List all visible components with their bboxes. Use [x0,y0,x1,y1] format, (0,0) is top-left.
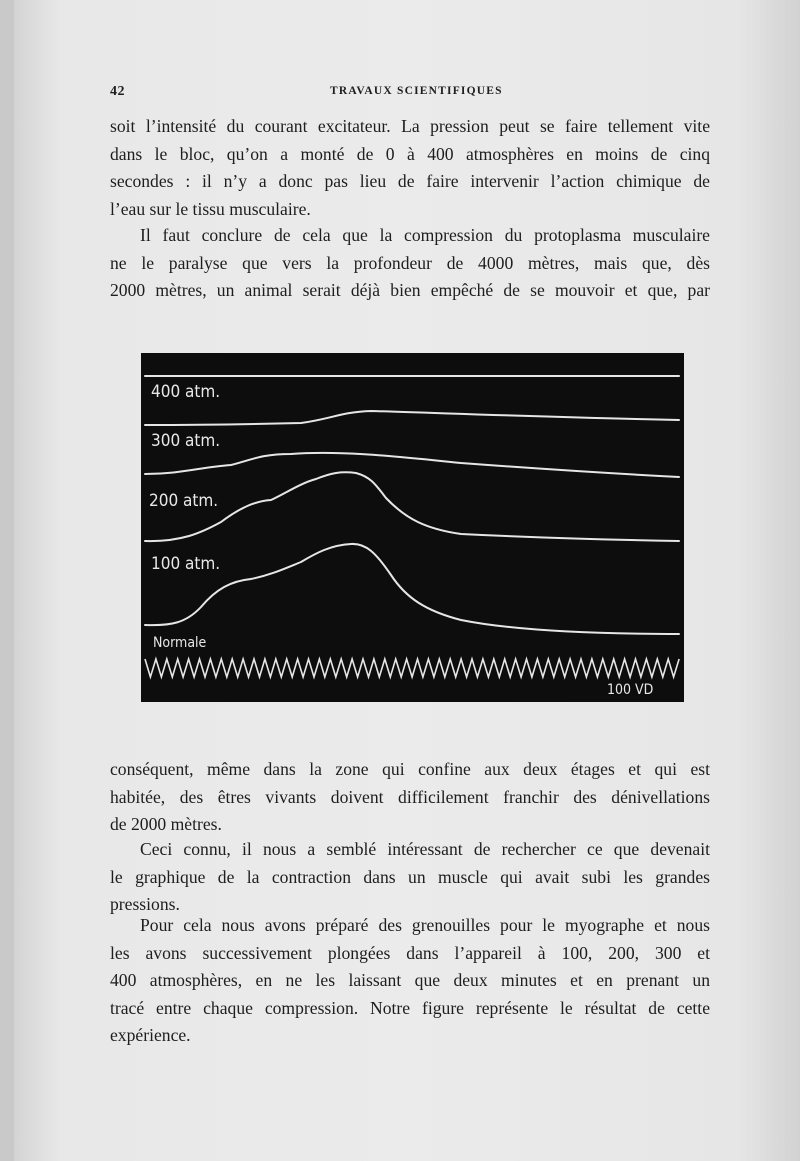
text-line: 400 atmosphères, en ne les laissant que deux minutes et en prenant un [110,970,710,990]
text-line: secondes : il n’y a donc pas lieu de faire intervenir l’action chimique de [110,171,710,191]
label-300-atm: 300 atm. [151,431,221,451]
text-line: tracé entre chaque compression. Notre figure représente le résultat de cette [110,997,710,1018]
label-100-atm: 100 atm. [151,554,221,574]
text-line: dans le bloc, qu’on a monté de 0 à 400 atmosphères en moins de cinq [110,143,710,164]
page-number: 42 [110,84,125,99]
trace-300-atm [145,411,679,425]
text-line: soit l’intensité du courant excitateur. La pression peut se faire tellement vite [110,116,710,136]
text-line: expérience. [110,1025,191,1045]
text-line: Ceci connu, il nous a semblé intéressant de rechercher ce que devenait [140,839,710,859]
myograph-traces [141,353,684,702]
trace-200-atm [145,453,679,477]
text-line: les avons successivement plongées dans l’appareil à 100, 200, 300 et [110,942,710,963]
text-line: pressions. [110,894,180,914]
running-title: TRAVAUX SCIENTIFIQUES [330,85,503,97]
paragraph-4 [110,836,710,919]
text-line: Il faut conclure de cela que la compression du protoplasma musculaire [140,225,710,245]
text-line: ne le paralyse que vers la profondeur de 4000 mètres, mais que, dès [110,252,710,273]
text-line: 2000 mètres, un animal serait déjà bien empêché de se mouvoir et que, par [110,280,710,300]
timer-wave [145,659,679,677]
paragraph-5 [110,912,710,1050]
label-400-atm: 400 atm. [151,382,221,402]
paragraph-1 [110,113,710,223]
paragraph-3 [110,756,710,839]
paragraph-2 [110,222,710,305]
label-normale: Normale [153,635,207,651]
trace-100-atm [145,472,679,541]
myograph-figure [141,353,684,702]
text-line: l’eau sur le tissu musculaire. [110,198,311,219]
text-line: conséquent, même dans la zone qui confine aux deux étages et qui est [110,759,710,779]
text-line: le graphique de la contraction dans un muscle qui avait subi les grandes [110,866,710,887]
label-timer: 100 VD [607,682,654,698]
trace-normale [145,544,679,634]
text-line: de 2000 mètres. [110,814,222,834]
text-line: Pour cela nous avons préparé des grenouilles pour le myographe et nous [140,915,710,935]
text-line: habitée, des êtres vivants doivent difficilement franchir des dénivellations [110,786,710,807]
label-200-atm: 200 atm. [149,491,219,511]
